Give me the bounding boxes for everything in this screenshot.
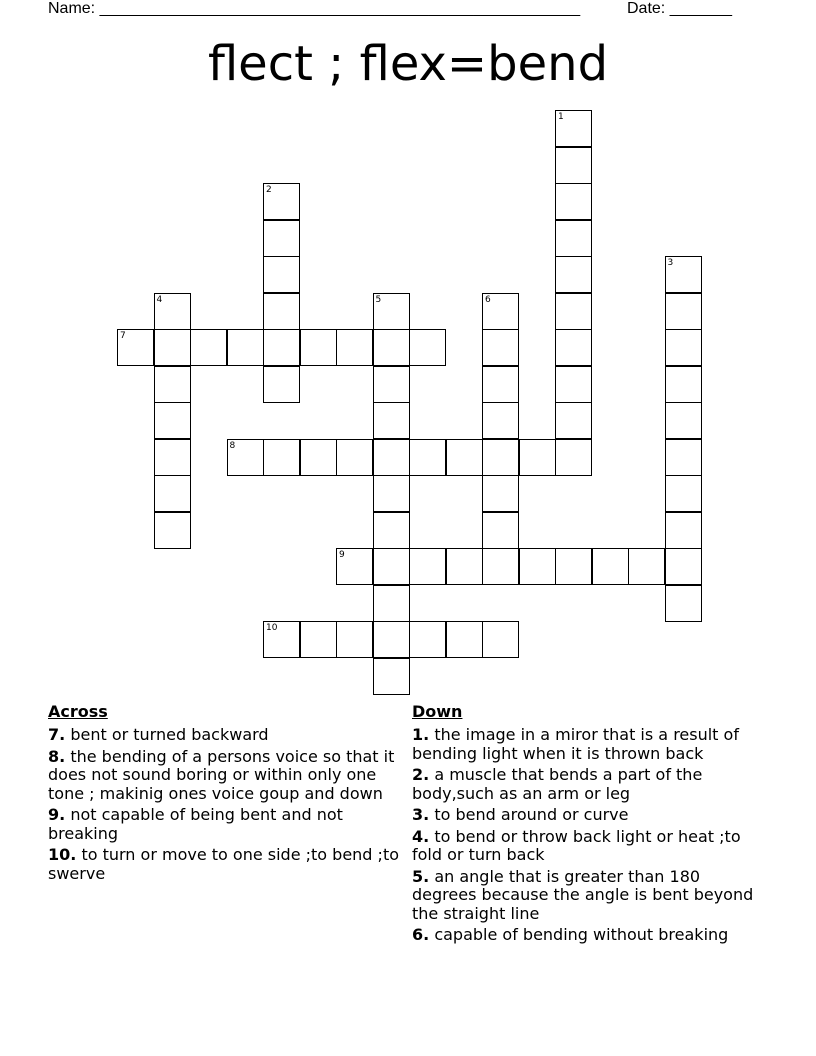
grid-cell[interactable] (409, 329, 446, 366)
grid-cell[interactable] (227, 439, 264, 476)
clue-text: the image in a miror that is a result of bending light when it is thrown back (412, 725, 739, 763)
grid-cell[interactable] (154, 402, 191, 439)
clue-number: 1. (412, 725, 430, 744)
clue-number: 2. (412, 765, 430, 784)
grid-cell[interactable] (628, 548, 665, 585)
grid-cell[interactable] (373, 585, 410, 622)
grid-cell[interactable] (482, 512, 519, 549)
grid-cell[interactable] (555, 366, 592, 403)
down-heading: Down (412, 702, 463, 721)
grid-cell[interactable] (519, 439, 556, 476)
grid-cell[interactable] (154, 293, 191, 330)
grid-cell[interactable] (555, 110, 592, 147)
clue-number: 6. (412, 925, 430, 944)
grid-cell[interactable] (263, 439, 300, 476)
grid-cell[interactable] (263, 621, 300, 658)
grid-cell[interactable] (555, 293, 592, 330)
grid-cell[interactable] (665, 475, 702, 512)
down-clue (412, 926, 764, 945)
clue-number: 3. (412, 805, 430, 824)
clue-text: the bending of a persons voice so that it does not sound boring or within only one tone ; makinig ones voice goup and down (48, 746, 395, 803)
clue-number: 2 (266, 185, 272, 195)
grid-cell[interactable] (482, 366, 519, 403)
grid-cell[interactable] (336, 621, 373, 658)
grid-cell[interactable] (555, 439, 592, 476)
grid-cell[interactable] (154, 439, 191, 476)
grid-cell[interactable] (482, 329, 519, 366)
clue-text: to turn or move to one side ;to bend ;to swerve (48, 845, 399, 883)
down-clue (412, 766, 764, 803)
grid-cell[interactable] (373, 475, 410, 512)
down-clue (412, 828, 764, 865)
grid-cell[interactable] (446, 548, 483, 585)
down-clue (412, 726, 764, 763)
grid-cell[interactable] (154, 512, 191, 549)
grid-cell[interactable] (373, 293, 410, 330)
grid-cell[interactable] (336, 329, 373, 366)
grid-cell[interactable] (592, 548, 629, 585)
clue-text: bent or turned backward (70, 725, 269, 744)
grid-cell[interactable] (482, 439, 519, 476)
grid-cell[interactable] (665, 548, 702, 585)
clue-number: 4. (412, 826, 430, 846)
page-title: flect ; flex=bend (207, 36, 609, 92)
grid-cell[interactable] (263, 366, 300, 403)
grid-cell[interactable] (263, 256, 300, 293)
grid-cell[interactable] (555, 147, 592, 184)
grid-cell[interactable] (482, 621, 519, 658)
grid-cell[interactable] (665, 585, 702, 622)
grid-cell[interactable] (300, 439, 337, 476)
across-clue (48, 846, 400, 883)
grid-cell[interactable] (665, 402, 702, 439)
grid-cell[interactable] (555, 183, 592, 220)
grid-cell[interactable] (154, 329, 191, 366)
date-blank[interactable]: _______ (669, 0, 732, 17)
grid-cell[interactable] (482, 293, 519, 330)
clue-number: 9 (339, 550, 345, 560)
clue-text: an angle that is greater than 180 degrees because the angle is bent beyond the straight line (412, 866, 754, 923)
grid-cell[interactable] (190, 329, 227, 366)
clue-number: 10. (48, 845, 77, 864)
clue-number: 9. (48, 805, 66, 824)
grid-cell[interactable] (373, 548, 410, 585)
clue-number: 7 (120, 331, 126, 341)
down-clue-list (412, 726, 764, 945)
grid-cell[interactable] (555, 548, 592, 585)
grid-cell[interactable] (336, 439, 373, 476)
grid-cell[interactable] (555, 220, 592, 257)
name-blank[interactable]: ______________________________________________________ (99, 0, 581, 17)
down-clue (412, 868, 764, 924)
clue-number: 5 (375, 294, 382, 305)
grid-cell[interactable] (154, 475, 191, 512)
grid-cell[interactable] (263, 293, 300, 330)
grid-cell[interactable] (555, 256, 592, 293)
name-label: Name: (48, 0, 96, 17)
across-clue (48, 748, 400, 804)
grid-cell[interactable] (300, 329, 337, 366)
grid-cell[interactable] (446, 439, 483, 476)
clue-number: 1 (558, 112, 564, 122)
across-clue (48, 806, 400, 843)
grid-cell[interactable] (300, 621, 337, 658)
grid-cell[interactable] (482, 475, 519, 512)
across-heading: Across (48, 702, 108, 721)
grid-cell[interactable] (227, 329, 264, 366)
grid-cell[interactable] (409, 548, 446, 585)
grid-cell[interactable] (665, 366, 702, 403)
grid-cell[interactable] (409, 439, 446, 476)
clue-text: to bend or throw back light or heat ;to fold or turn back (412, 826, 741, 864)
clue-number: 5. (412, 866, 430, 886)
down-clues (412, 702, 764, 948)
across-clue-list (48, 726, 400, 883)
clue-number: 8. (48, 746, 66, 766)
grid-cell[interactable] (665, 439, 702, 476)
grid-cell[interactable] (373, 621, 410, 658)
grid-cell[interactable] (665, 512, 702, 549)
grid-cell[interactable] (373, 439, 410, 476)
clue-number: 7. (48, 725, 66, 744)
grid-cell[interactable] (665, 293, 702, 330)
grid-cell[interactable] (373, 366, 410, 403)
grid-cell[interactable] (555, 329, 592, 366)
across-clues (48, 702, 400, 886)
grid-cell[interactable] (263, 220, 300, 257)
clue-number: 3 (667, 258, 674, 268)
clue-number: 10 (266, 623, 278, 633)
grid-cell[interactable] (373, 512, 410, 549)
clue-number: 8 (229, 440, 236, 451)
clue-text: a muscle that bends a part of the body,such as an arm or leg (412, 765, 703, 803)
grid-cell[interactable] (373, 329, 410, 366)
grid-cell[interactable] (555, 402, 592, 439)
grid-cell[interactable] (665, 329, 702, 366)
grid-cell[interactable] (117, 329, 154, 366)
grid-cell[interactable] (154, 366, 191, 403)
grid-cell[interactable] (373, 658, 410, 695)
grid-cell[interactable] (665, 256, 702, 293)
clue-number: 4 (156, 294, 163, 305)
clue-text: to bend around or curve (434, 805, 629, 824)
date-label: Date: (627, 0, 666, 17)
clue-text: not capable of being bent and not breaking (48, 805, 343, 843)
grid-cell[interactable] (409, 621, 446, 658)
grid-cell[interactable] (263, 329, 300, 366)
across-clue (48, 726, 400, 745)
grid-cell[interactable] (482, 548, 519, 585)
down-clue (412, 806, 764, 825)
grid-cell[interactable] (263, 183, 300, 220)
clue-text: capable of bending without breaking (434, 925, 729, 944)
grid-cell[interactable] (336, 548, 373, 585)
grid-cell[interactable] (373, 402, 410, 439)
grid-cell[interactable] (519, 548, 556, 585)
grid-cell[interactable] (446, 621, 483, 658)
clue-number: 6 (485, 294, 491, 305)
grid-cell[interactable] (482, 402, 519, 439)
